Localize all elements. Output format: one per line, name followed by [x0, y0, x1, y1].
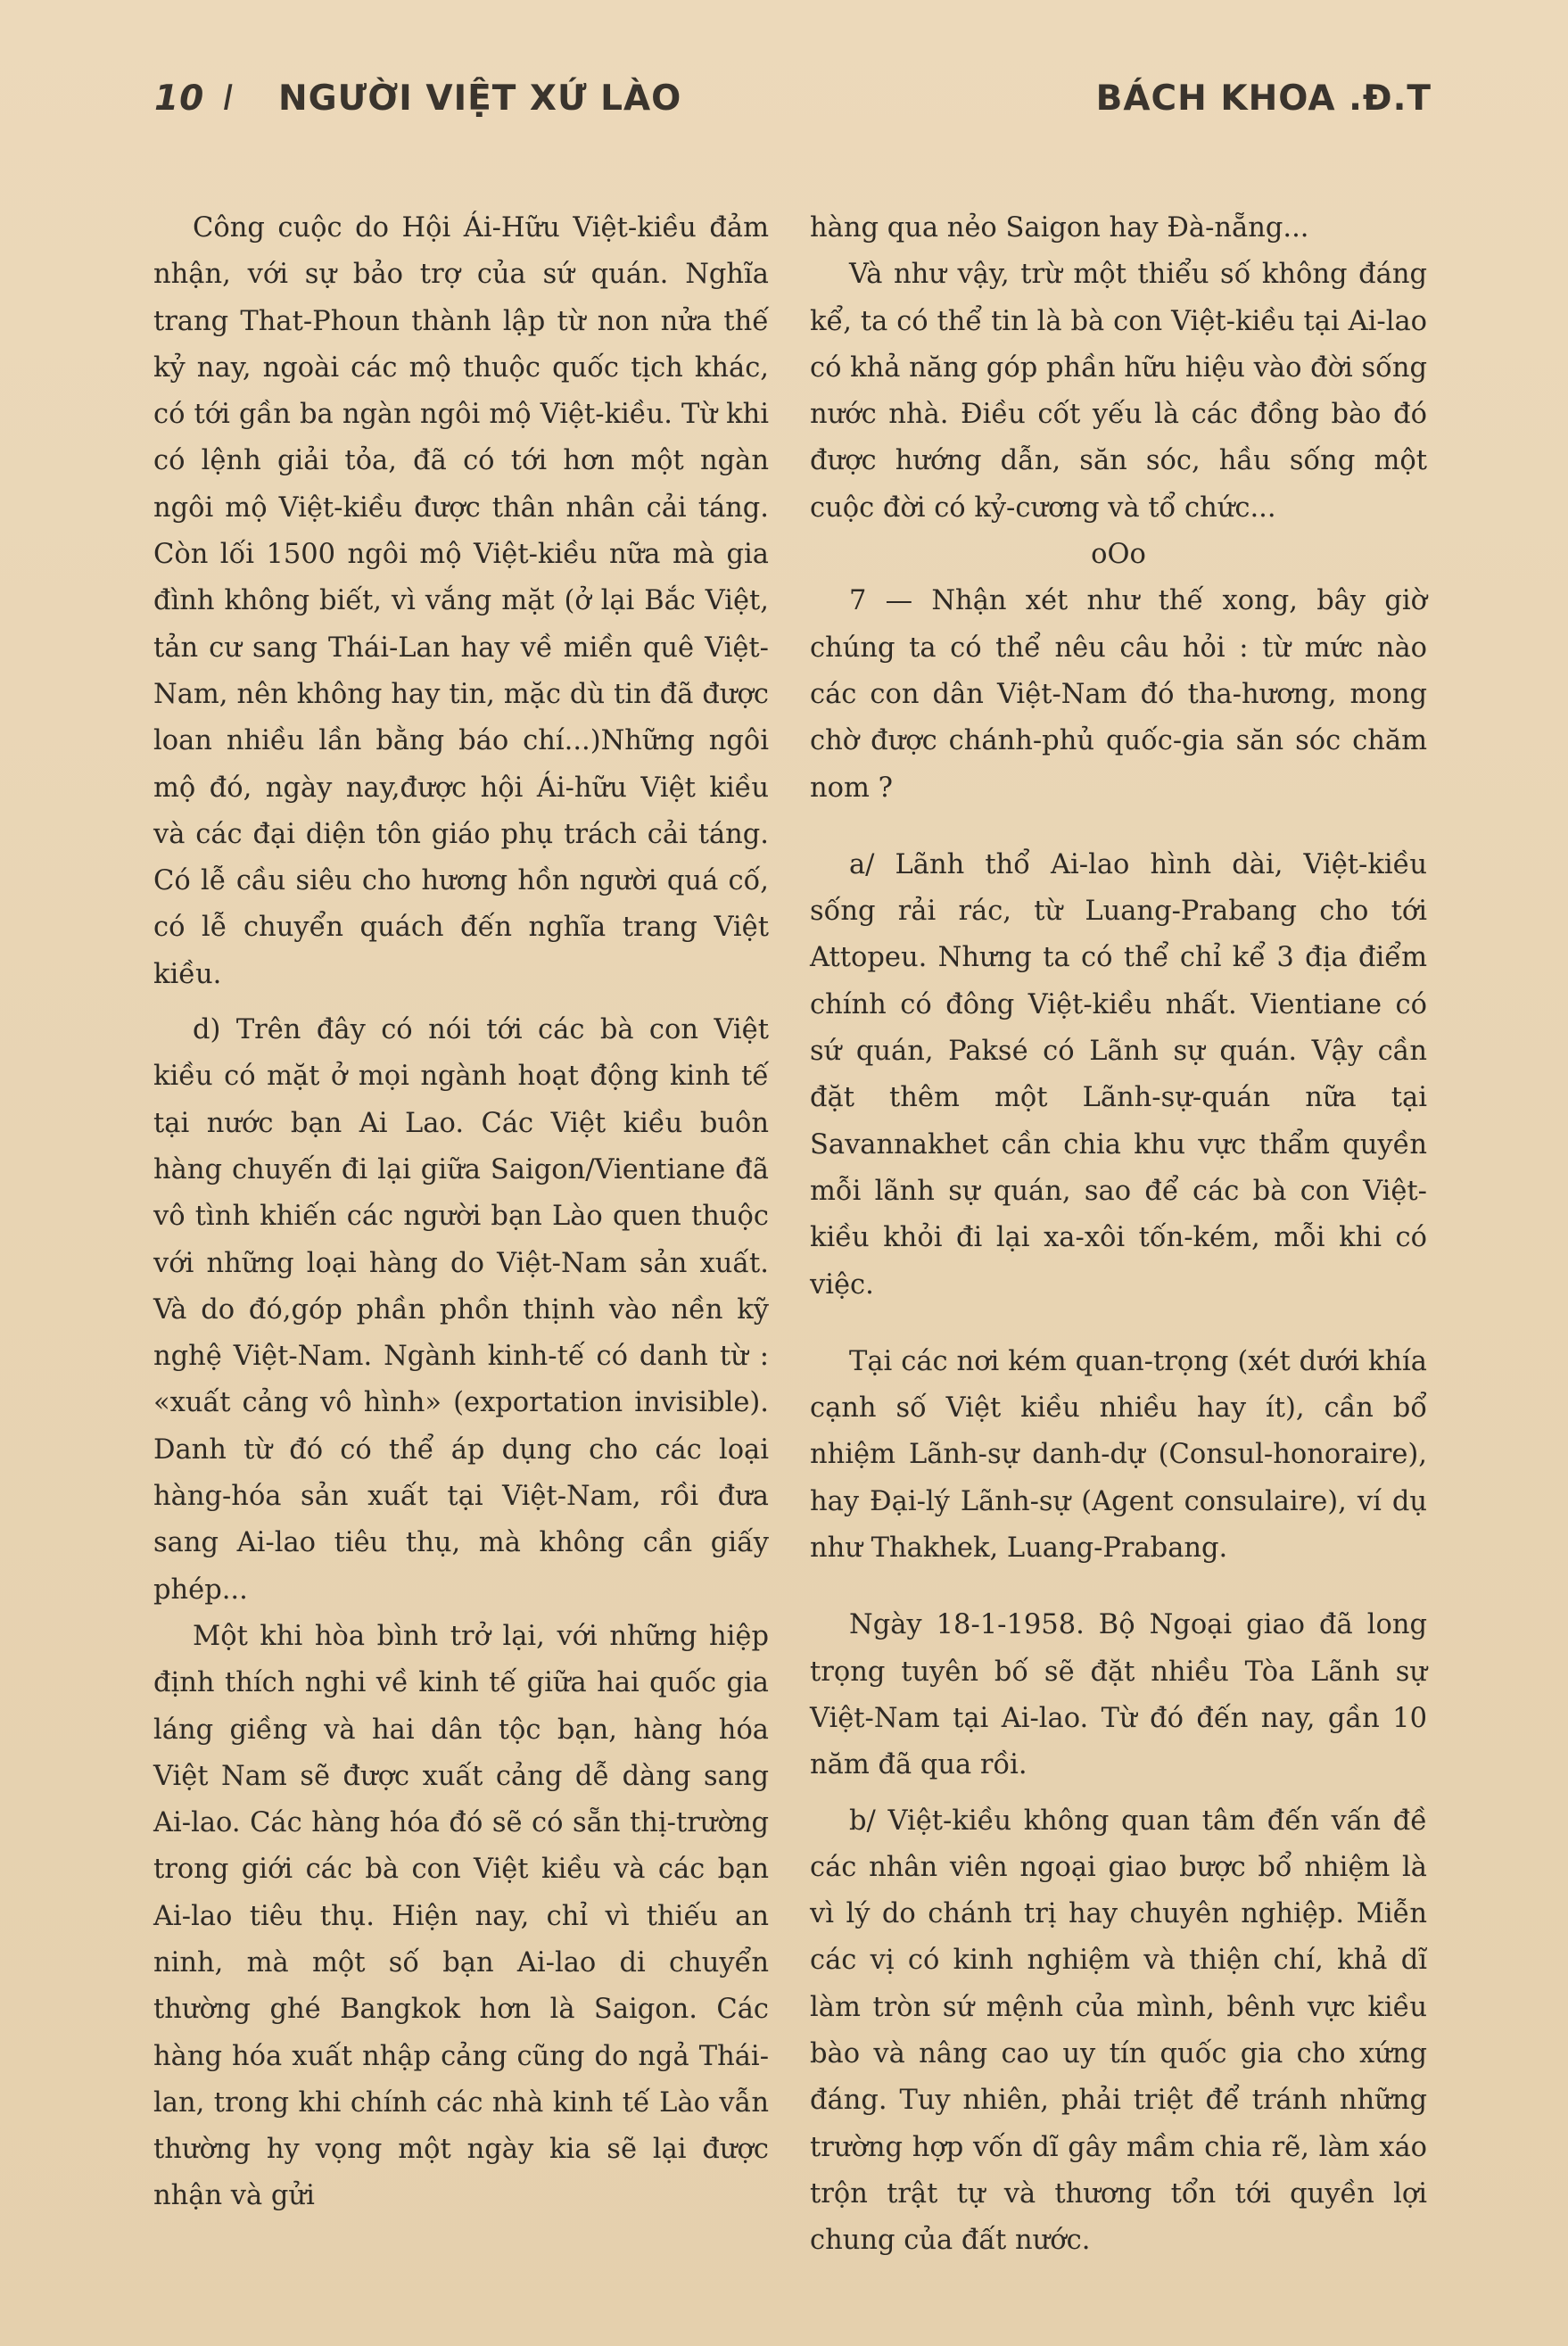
publication-name: BÁCH KHOA .Đ.T — [1095, 78, 1432, 119]
left-text-column — [153, 205, 769, 2220]
paragraph: Công cuộc do Hội Ái-Hữu Việt-kiều đảm nhận, với sự bảo trợ của sứ quán. Nghĩa trang That-Phoun thành lập từ non nửa thế kỷ nay, ngoài các mộ thuộc quốc tịch khác, có tới gần ba ngàn ngôi mộ Việt-kiều. Từ khi có lệnh giải tỏa, đã có tới hơn một ngàn ngôi mộ Việt-kiều được thân nhân cải táng. Còn lối 1500 ngôi mộ Việt-kiều nữa mà gia đình không biết, vì vắng mặt (ở lại Bắc Việt, tản cư sang Thái-Lan hay về miền quê Việt-Nam, nên không hay tin, mặc dù tin đã được loan nhiều lần bằng báo chí...)Những ngôi mộ đó, ngày nay,được hội Ái-hữu Việt kiều và các đại diện tôn giáo phụ trách cải táng. Có lễ cầu siêu cho hương hồn người quá cố, có lễ chuyển quách đến nghĩa trang Việt kiều. — [153, 212, 769, 990]
page-number: 10 — [154, 78, 205, 119]
paragraph: Tại các nơi kém quan-trọng (xét dưới khía cạnh số Việt kiều nhiều hay ít), cần bổ nhiệm Lãnh-sự danh-dự (Consul-honoraire), hay Đại-lý Lãnh-sự (Agent consulaire), ví dụ như Thakhek, Luang-Prabang. — [810, 1345, 1427, 1565]
paragraph: b/ Việt-kiều không quan tâm đến vấn đề các nhân viên ngoại giao bược bổ nhiệm là vì lý do chánh trị hay chuyên nghiệp. Miễn các vị có kinh nghiệm và thiện chí, khả dĩ làm tròn sứ mệnh của mình, bênh vực kiều bào và nâng cao uy tín quốc gia cho xứng đáng. Tuy nhiên, phải triệt để tránh những trường hợp vốn dĩ gây mầm chia rẽ, làm xáo trộn trật tự và thương tổn tới quyền lợi chung của đất nước. — [810, 1805, 1427, 2257]
header-separator: I — [223, 78, 235, 119]
paragraph: a/ Lãnh thổ Ai-lao hình dài, Việt-kiều sống rải rác, từ Luang-Prabang cho tới Attopeu. Nhưng ta có thể chỉ kể 3 địa điểm chính có đông Việt-kiều nhất. Vientiane có sứ quán, Paksé có Lãnh sự quán. Vậy cần đặt thêm một Lãnh-sự-quán nữa tại Savannakhet cần chia khu vực thẩm quyền mỗi lãnh sự quán, sao để các bà con Việt-kiều khỏi đi lại xa-xôi tốn-kém, mỗi khi có việc. — [810, 848, 1427, 1301]
paragraph: 7 — Nhận xét như thế xong, bây giờ chúng ta có thể nêu câu hỏi : từ mức nào các con dân Việt-Nam đó tha-hương, mong chờ được chánh-phủ quốc-gia săn sóc chăm nom ? — [810, 585, 1427, 804]
paragraph: d) Trên đây có nói tới các bà con Việt kiều có mặt ở mọi ngành hoạt động kinh tế tại nước bạn Ai Lao. Các Việt kiều buôn hàng chuyến đi lại giữa Saigon/Vientiane đã vô tình khiến các người bạn Lào quen thuộc với những loại hàng do Việt-Nam sản xuất. Và do đó,góp phần phồn thịnh vào nền kỹ nghệ Việt-Nam. Ngành kinh-tế có danh từ : «xuất cảng vô hình» (exportation invisible). Danh từ đó có thể áp dụng cho các loại hàng-hóa sản xuất tại Việt-Nam, rồi đưa sang Ai-lao tiêu thụ, mà không cần giấy phép... — [153, 1014, 769, 1606]
running-header — [147, 78, 1432, 132]
section-divider: oOo — [1091, 539, 1146, 571]
paragraph: Ngày 18-1-1958. Bộ Ngoại giao đã long trọng tuyên bố sẽ đặt nhiều Tòa Lãnh sự Việt-Nam tại Ai-lao. Từ đó đến nay, gần 10 năm đã qua rồi. — [810, 1609, 1427, 1781]
paragraph: Và như vậy, trừ một thiểu số không đáng kể, ta có thể tin là bà con Việt-kiều tại Ai-lao có khả năng góp phần hữu hiệu vào đời sống nước nhà. Điều cốt yếu là các đồng bào đó được hướng dẫn, săn sóc, hầu sống một cuộc đời có kỷ-cương và tổ chức... — [810, 259, 1427, 524]
paragraph: hàng qua nẻo Saigon hay Đà-nẵng... — [810, 212, 1309, 244]
paragraph: Một khi hòa bình trở lại, với những hiệp định thích nghi về kinh tế giữa hai quốc gia láng giềng và hai dân tộc bạn, hàng hóa Việt Nam sẽ được xuất cảng dễ dàng sang Ai-lao. Các hàng hóa đó sẽ có sẵn thị-trường trong giới các bà con Việt kiều và các bạn Ai-lao tiêu thụ. Hiện nay, chỉ vì thiếu an ninh, mà một số bạn Ai-lao di chuyển thường ghé Bangkok hơn là Saigon. Các hàng hóa xuất nhập cảng cũng do ngả Thái-lan, trong khi chính các nhà kinh tế Lào vẫn thường hy vọng một ngày kia sẽ lại được nhận và gửi — [153, 1620, 769, 2212]
right-text-column — [810, 205, 1427, 2264]
article-title: NGƯỜI VIỆT XỨ LÀO — [278, 78, 682, 119]
